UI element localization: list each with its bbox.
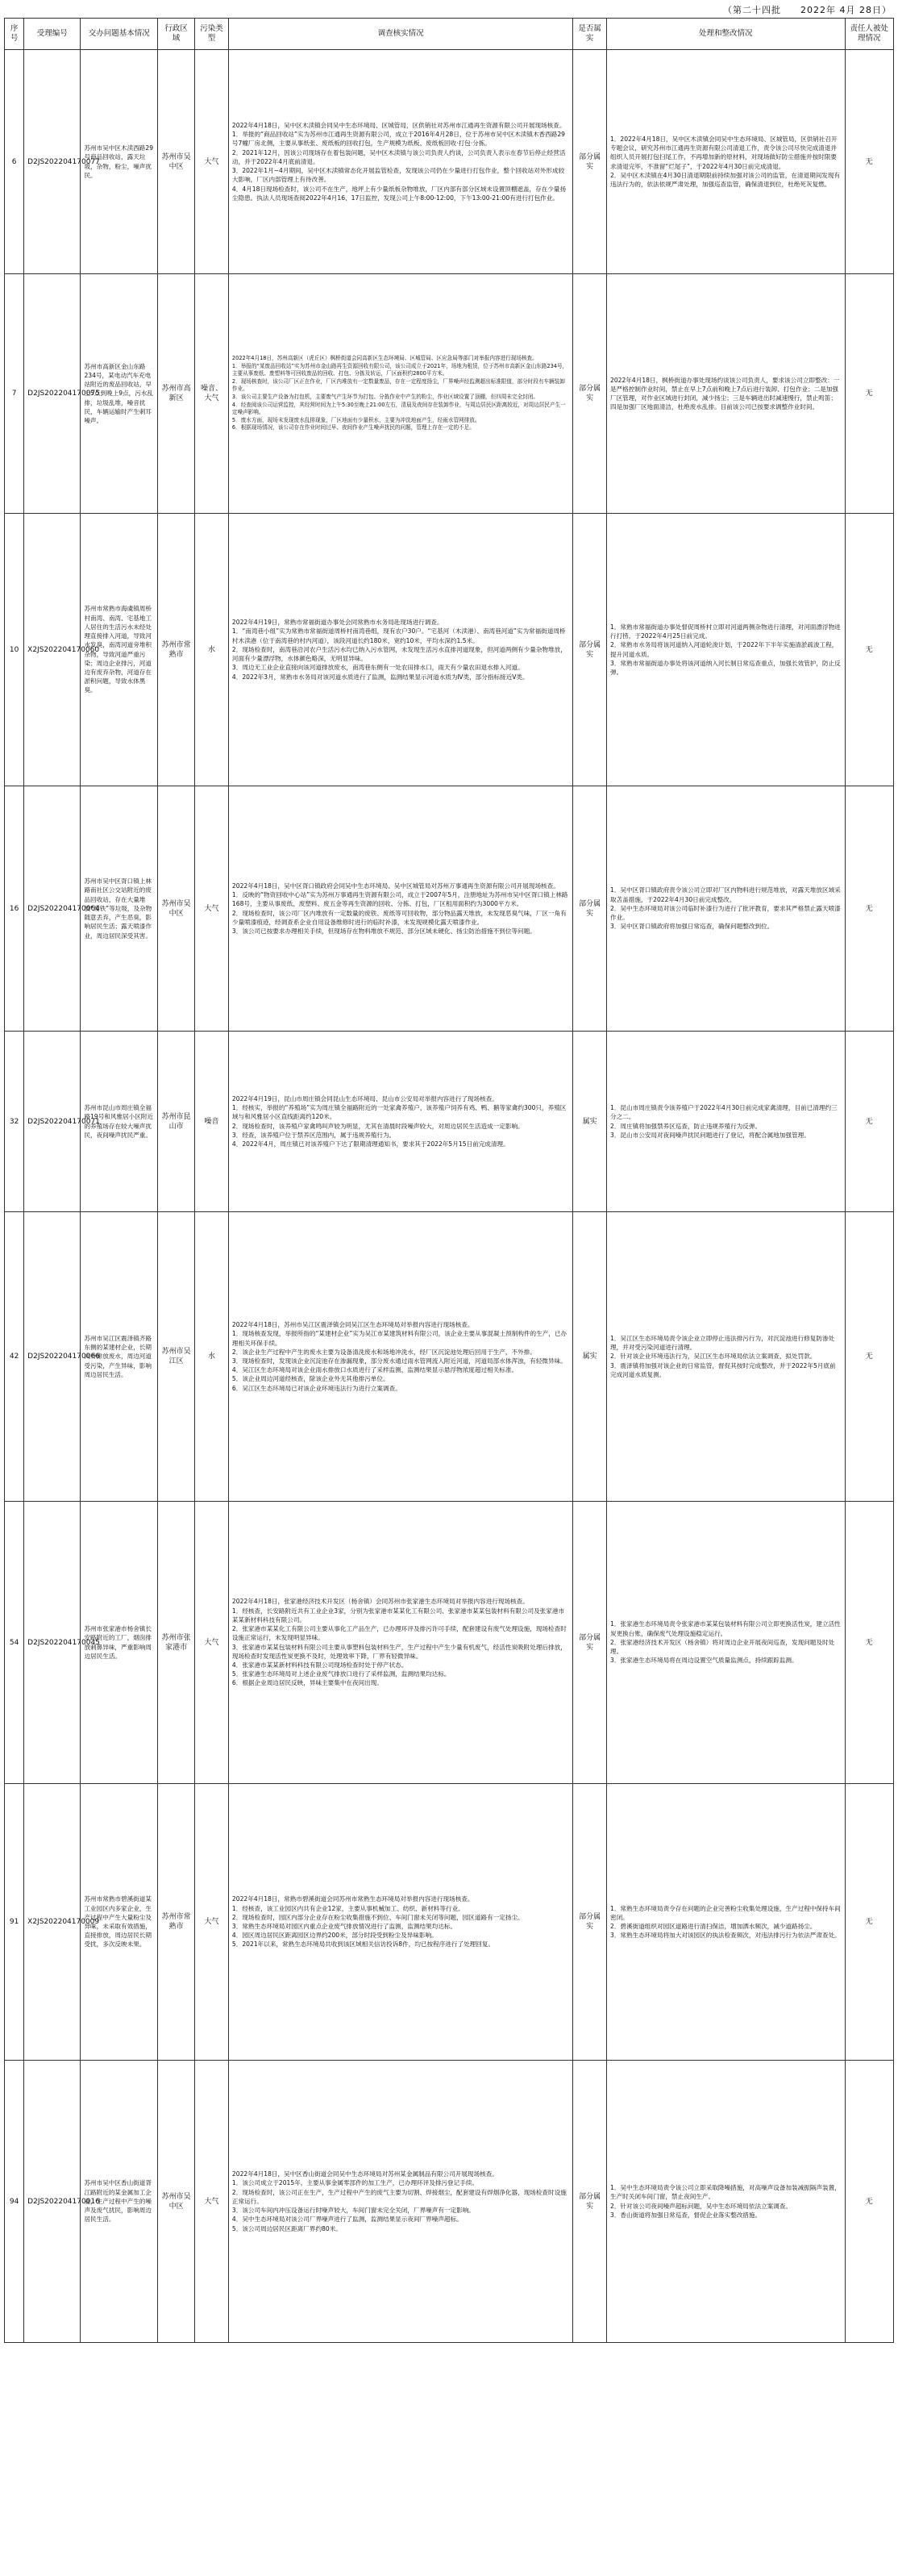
table-row	[5, 2061, 894, 2343]
row-investigation-para: 4．4月18日现场检查时，该公司不在生产，地坪上有少量纸板杂物堆放，厂区内部有部分区域未设置顶棚遮盖，存在少量扬尘隐患。执法人员现场查阅2022年4月16、17日监控，发现公司上午8:00-12:00，下午13:00-21:00有进行打包作业。	[231, 185, 567, 202]
row-investigation-para: 1．经核查，长安路附近共有工业企业3家，分别为张家港市某某化工有限公司、张家港市某某包装材料有限公司及张家港市某某新材料科技有限公司。	[231, 1607, 565, 1624]
row-handling	[606, 2061, 845, 2343]
row-district: 苏州市吴中区	[158, 50, 195, 274]
header-row	[5, 19, 894, 50]
row-pollution: 大气	[195, 2061, 229, 2343]
row-investigation-para: 1．举报的“商品回收站”实为苏州市江通再生资源有限公司，成立于2016年4月28日，位于苏州市吴中区木渎镇木香西路29号7幢厂房北侧，主要从事纸张、废纸板的回收打包，生产规模为纸板、废纸板回收·打包·分拣。	[231, 131, 565, 148]
case-table	[4, 18, 894, 2343]
row-pollution: 噪音、大气	[195, 274, 229, 514]
row-issue: 苏州市吴中区木渎西路29号商品回收站，露天垃圾，杂物，粉尘，噪声扰民。	[81, 50, 158, 274]
row-verdict: 部分属实	[573, 50, 607, 274]
row-handling-para: 2．常熟市水务局将该河道纳入河道轮浚计划，于2022年下半年实施清淤疏浚工程，提升河道水质。	[609, 641, 838, 658]
row-handling-para: 2．碧溪街道组织对园区道路进行清扫保洁，增加洒水频次，减少道路扬尘。	[609, 1923, 817, 1930]
row-seq: 7	[5, 274, 24, 514]
row-investigation-para: 2．现场检查时，园区内部分企业存在粉尘收集措施不到位、车间门窗未关闭等问题，园区道路有一定扬尘。	[231, 1913, 524, 1921]
row-investigation-para: 4．张家港市某某新材料科技有限公司现场检查时处于停产状态。	[231, 1661, 408, 1669]
row-seq: 10	[5, 514, 24, 786]
row-investigation-para: 3．该公司主要生产设备为打包机，主要废气产生环节为打包、分拣作业中产生的粉尘，作业区域设置了顶棚，但四周未完全封闭。	[231, 394, 538, 400]
row-investigation-para: 2．该企业生产过程中产生的废水主要为设备清洗废水和场地冲洗水，经厂区沉淀池处理后回用于生产，不外排。	[231, 1348, 536, 1356]
row-investigation-para: 3．常熟生态环境局对园区内重点企业废气排放情况进行了监测，监测结果均达标。	[231, 1923, 457, 1930]
row-investigation-para: 2022年4月18日，吴中区香山街道会同吴中生态环境局对苏州某金属制品有限公司开展现场核查。	[231, 2170, 498, 2178]
row-investigation-para: 1．反映的“物资回收中心站”实为苏州万事通再生资源有限公司，成立于2007年5月，注册地址为苏州市吴中区胥口镇上林路168号，主要从事废纸、废塑料、废五金等再生资源的回收、分拣、打包，厂区租用面积约为3000平方米。	[231, 891, 568, 908]
row-punishment: 无	[845, 50, 894, 274]
row-seq: 6	[5, 50, 24, 274]
row-handling	[606, 1502, 845, 1784]
row-verdict: 部分属实	[573, 2061, 607, 2343]
row-verdict: 部分属实	[573, 786, 607, 1032]
row-investigation-para: 2022年4月18日，张家港经济技术开发区（杨舍镇）会同苏州市张家港生态环境局对举报内容进行现场核查。	[231, 1598, 529, 1606]
row-case-id: X2JS202204170060	[24, 514, 81, 786]
row-handling-para: 3．常熟生态环境局将加大对该园区的执法检查频次，对违法排污行为依法严肃查处。	[609, 1932, 841, 1940]
row-investigation-para: 1．经核实，举报的“养殖场”实为周庄镇全福路附近的一处家禽养殖户，该养殖户饲养有鸡、鸭、鹅等家禽约300只，养殖区域与和风雅居小区直线距离约120米。	[231, 1104, 567, 1121]
row-investigation-para: 2．现场检查时，该公司厂区内堆放有一定数量的废铁、废纸等可回收物，部分物品露天堆放，未发现恶臭气味，厂区一角有少量喷漆痕迹，经调查系企业自用设备维修时进行的临时补漆，未发现规模化露天喷漆作业。	[231, 909, 567, 926]
row-investigation-para: 4．经查阅该公司运营监控，其经营时间为上午5:30至晚上21:00左右，清晨及夜间存在装卸作业，与周边居民区距离较近，对周边居民产生一定噪声影响。	[231, 401, 566, 416]
row-case-id: D2JS202204170066	[24, 1212, 81, 1502]
row-investigation-para: 5．2021年以来，常熟生态环境局共收到该区域相关信访投诉8件，均已按程序进行了处理回复。	[231, 1940, 495, 1949]
table-row	[5, 514, 894, 786]
row-investigation-para: 2022年4月19日，常熟市常福街道办事处会同常熟市水务局赴现场进行调查。	[231, 619, 443, 627]
row-pollution: 水	[195, 514, 229, 786]
row-investigation-para: 5．该企业周边河道经核查，除该企业外无其他排污单位。	[231, 1375, 389, 1383]
col-investigation: 调查核实情况	[228, 19, 572, 50]
row-investigation	[228, 274, 572, 514]
row-district: 苏州市吴中区	[158, 2061, 195, 2343]
row-handling	[606, 50, 845, 274]
row-punishment: 无	[845, 786, 894, 1032]
row-investigation	[228, 1502, 572, 1784]
row-investigation-para: 6．根据企业周边居民反映，异味主要集中在夜间出现。	[231, 1679, 383, 1687]
row-issue: 苏州市常熟市碧溪街道某工业园区内多家企业，生产过程中产生大量粉尘及异味，未采取有效措施，直接排放，周边居民长期受扰，多次反映未果。	[81, 1784, 158, 2061]
table-row	[5, 1502, 894, 1784]
row-issue: 苏州市吴中区胥口镇上林路南社区公交站附近的废品回收站，存在大量堆放“废铁”等垃圾，及杂物随意丢弃，产生恶臭，影响居民生活；露天喷漆作业，周边居民深受其害。	[81, 786, 158, 1032]
row-handling-para: 1．常熟生态环境局责令存在问题的企业完善粉尘收集处理设施，生产过程中保持车间密闭。	[609, 1904, 841, 1921]
row-investigation-para: 3．张家港市某某包装材料有限公司主要从事塑料包装材料生产，生产过程中产生少量有机废气，经活性炭吸附处理后排放，现场检查时发现活性炭更换不及时，处理效率下降，厂界有轻微异味。	[231, 1643, 567, 1660]
row-investigation-para: 4．2022年4月，周庄镇已对该养殖户下达了限期清理通知书，要求其于2022年5月15日前完成清理。	[231, 1140, 509, 1148]
row-seq: 16	[5, 786, 24, 1032]
row-punishment: 无	[845, 274, 894, 514]
row-handling	[606, 786, 845, 1032]
row-verdict: 属实	[573, 1032, 607, 1212]
col-issue: 交办问题基本情况	[81, 19, 158, 50]
row-pollution: 水	[195, 1212, 229, 1502]
row-investigation-para: 2022年4月19日，昆山市周庄镇会同昆山生态环境局、昆山市公安局对举报内容进行了现场核查。	[231, 1094, 498, 1103]
col-punishment: 责任人被处理情况	[845, 19, 894, 50]
row-investigation-para: 1．现场核查发现，举报所指的“某建材企业”实为吴江市某建筑材料有限公司，该企业主要从事混凝土预制构件的生产，已办理相关环保手续。	[231, 1330, 567, 1347]
row-investigation	[228, 1212, 572, 1502]
col-pollution: 污染类型	[195, 19, 229, 50]
row-case-id: D2JS202204170016	[24, 2061, 81, 2343]
row-district: 苏州市常熟市	[158, 514, 195, 786]
row-investigation-para: 2．张家港市某某化工有限公司主要从事化工产品生产，已办理环评及排污许可手续，配套建设有废气处理设施，现场检查时设施正常运行，未发现明显异味。	[231, 1625, 567, 1642]
row-investigation-para: 4．吴江区生态环境局对该企业雨水排放口水质进行了采样监测，监测结果显示悬浮物浓度超过相关标准。	[231, 1366, 518, 1374]
row-investigation-para: 5．废水方面，现场未发现废水乱排现象，厂区地面有少量积水，主要为冲洗地面产生，经雨水管网排放。	[231, 416, 480, 423]
row-handling	[606, 1212, 845, 1502]
row-district: 苏州市常熟市	[158, 1784, 195, 2061]
row-handling-para: 3．震泽镇将加强对该企业的日常监管，督促其按时完成整改，并于2022年5月底前完成河道水质复测。	[609, 1361, 836, 1378]
row-issue: 苏州市吴江区震泽镇齐路东侧的某建材企业，长期向外排放废水，周边河道受污染，产生异味，影响周边居民生活。	[81, 1212, 158, 1502]
row-handling-para: 3．常熟市常福街道办事处将该河道纳入河长制日常巡查重点，加强长效管护，防止反弹。	[609, 659, 841, 676]
row-handling-para: 3．昆山市公安局对夜间噪声扰民问题进行了登记，将配合属地加强管理。	[609, 1131, 810, 1139]
row-handling-para: 3．吴中区胥口镇政府将加强日常巡查，确保问题整改到位。	[609, 923, 774, 931]
row-investigation-para: 3．周边无工业企业直接向该河道排放废水，南湾巷东侧有一处农田排水口，雨天有少量农田退水排入河道。	[231, 664, 524, 672]
row-handling-para: 1．吴中区胥口镇政府责令该公司立即对厂区内物料进行规范堆放，对露天堆放区域采取苫盖措施，于2022年4月30日前完成整改。	[609, 886, 841, 903]
row-investigation-para: 6．吴江区生态环境局已对该企业环境违法行为进行立案调查。	[231, 1384, 401, 1392]
row-handling	[606, 514, 845, 786]
row-district: 苏州市吴江区	[158, 1212, 195, 1502]
row-handling-para: 1．张家港生态环境局责令张家港市某某包装材料有限公司立即更换活性炭，建立活性炭更换台账，确保废气处理设施稳定运行。	[609, 1620, 841, 1637]
row-investigation-para: 5．该公司周边居民区距离厂界约80米。	[231, 2224, 342, 2232]
table-row	[5, 274, 894, 514]
row-pollution: 噪音	[195, 1032, 229, 1212]
row-investigation-para: 4．吴中生态环境局对该公司厂界噪声进行了监测，监测结果显示夜间厂界噪声超标。	[231, 2215, 463, 2224]
row-case-id: D2JS202204170075	[24, 274, 81, 514]
row-investigation-para: 3．2022年1月~4月期间，吴中区木渎镇常态化开展监管检查，发现该公司仍在少量进行打包作业，整个回收站对外形成较大影响，厂区内部管理上有待改善。	[231, 167, 565, 184]
row-handling-para: 2．吴中区木渎镇在4月30日清退期限前持续加强对该公司的监管，在清退期间发现有违法行为的，依法依规严肃处理，加强巡查监管，确保清退到位，杜绝死灰复燃。	[609, 171, 841, 188]
col-seq: 序号	[5, 19, 24, 50]
row-investigation-para: 2．现场核查时，该公司厂区正在作业，厂区内堆放有一定数量废品，存在一定程度扬尘，厂界噪声经监测超出标准限值，部分时段有车辆装卸作业。	[231, 377, 565, 393]
row-verdict: 属实	[573, 1212, 607, 1502]
row-handling-para: 1．吴中生态环境局责令该公司立即采取降噪措施，对高噪声设备加装减振隔声装置，生产时关闭车间门窗，禁止夜间生产。	[609, 2184, 841, 2201]
col-verdict: 是否属实	[573, 19, 607, 50]
row-investigation	[228, 50, 572, 274]
row-case-id: D2JS202204170071	[24, 1032, 81, 1212]
row-investigation-para: 2．现场检查时，该公司正在生产，生产过程中产生的废气主要为切割、焊接烟尘，配套建设有焊烟净化器，现场检查时设施正常运行。	[231, 2188, 567, 2205]
row-investigation-para: 3．该公司已按要求办理相关手续，但现场存在物料堆放不规范、部分区域未硬化、扬尘防治措施不到位等问题。	[231, 927, 536, 935]
row-investigation-para: 1．“南湾巷小组”实为常熟市常福街道周桥村南湾巷组，现有农户30户。“宅基河（木渎港）、南湾巷河道”实为常福街道周桥村木渎港（位于南湾巷的村内河道），该段河道长约180米，宽约10米，平均水深约1.5米。	[231, 627, 566, 644]
row-punishment: 无	[845, 514, 894, 786]
row-punishment: 无	[845, 1032, 894, 1212]
row-seq: 42	[5, 1212, 24, 1502]
row-investigation-para: 2．现场检查时，南湾巷沿河农户生活污水均已纳入污水管网，未发现生活污水直排河道现象，但河道两侧有少量杂物堆放，河面有少量漂浮物，水体颜色略深，无明显异味。	[231, 645, 567, 663]
row-issue: 苏州市张家港市杨舍镇长安路附近的工厂，烟囱排放刺鼻异味，严重影响周边居民生活。	[81, 1502, 158, 1784]
row-seq: 54	[5, 1502, 24, 1784]
row-seq: 32	[5, 1032, 24, 1212]
row-handling-para: 2．吴中生态环境局对该公司临时补漆行为进行了批评教育，要求其严格禁止露天喷漆作业。	[609, 904, 841, 922]
row-issue: 苏州市高新区金山东路234号，某电动汽车充电站附近的废品回收站，早上5点到晚上9点，污水乱排，垃圾乱堆，噪音扰民，车辆运输时产生刺耳噪声。	[81, 274, 158, 514]
row-handling-para: 3．香山街道将加强日常巡查，督促企业落实整改措施。	[609, 2211, 762, 2219]
row-handling-para: 2．针对该企业环境违法行为，吴江区生态环境局依法立案调查，拟处罚款。	[609, 1353, 817, 1361]
row-district: 苏州市昆山市	[158, 1032, 195, 1212]
row-investigation-para: 2022年4月18日，常熟市碧溪街道会同苏州市常熟生态环境局对举报内容进行现场核查。	[231, 1895, 474, 1903]
table-row	[5, 1032, 894, 1212]
row-punishment: 无	[845, 1502, 894, 1784]
row-investigation-para: 2022年4月18日，苏州市吴江区震泽镇会同吴江区生态环境局对举报内容进行现场核查。	[231, 1321, 474, 1329]
row-investigation-para: 3．该公司车间内冲压设备运行时噪声较大，车间门窗未完全关闭，厂界噪声有一定影响。	[231, 2207, 475, 2215]
row-pollution: 大气	[195, 786, 229, 1032]
row-investigation	[228, 1032, 572, 1212]
col-id: 受理编号	[24, 19, 81, 50]
row-investigation-para: 2．现场检查时，该养殖户家禽鸣叫声较为明显，尤其在清晨时段噪声较大，对周边居民生活造成一定影响。	[231, 1122, 524, 1130]
row-investigation-para: 4．园区周边居民区距离园区边界约200米，部分时段受到粉尘及异味影响。	[231, 1932, 438, 1940]
row-issue: 苏州市常熟市海虞镇周桥村南湾、南湾、宅基地工人居住的生活污水未经处理直接排入河道，导致河水发臭，南湾河道旁堆积杂物，导致河道严重污染；周边企业排污，河道边有废弃杂物，河道存在淤积问题，导致水体黑臭。	[81, 514, 158, 786]
row-investigation-para: 2022年4月18日，苏州高新区（虎丘区）枫桥街道会同高新区生态环境局、区城管局、区应急局等部门对举报内容进行现场核查。	[231, 355, 538, 362]
row-investigation	[228, 1784, 572, 2061]
row-investigation-para: 1．该公司成立于2015年，主要从事金属零部件的加工生产，已办理环评及排污登记手续。	[231, 2179, 479, 2187]
row-handling	[606, 1032, 845, 1212]
row-case-id: D2JS202204170045	[24, 1502, 81, 1784]
row-handling-para: 2．针对该公司夜间噪声超标问题，吴中生态环境局依法立案调查。	[609, 2202, 792, 2210]
row-pollution: 大气	[195, 50, 229, 274]
col-handling: 处理和整改情况	[606, 19, 845, 50]
row-handling	[606, 274, 845, 514]
row-punishment: 无	[845, 1212, 894, 1502]
row-investigation-para: 4．2022年3月，常熟市水务局对该河道水质进行了监测，监测结果显示河道水质为Ⅳ类，部分指标接近Ⅴ类。	[231, 673, 529, 681]
row-case-id: D2JS202204170077	[24, 50, 81, 274]
row-investigation-para: 5．张家港生态环境局对上述企业废气排放口进行了采样监测，监测结果均达标。	[231, 1670, 451, 1678]
table-row	[5, 50, 894, 274]
row-handling-para: 2022年4月18日，枫桥街道办事处现场约谈该公司负责人，要求该公司立即整改：一是严格控制作业时间，禁止在早上7点前和晚上7点后进行装卸、打包作业；二是加强厂区管理，对作业区域进行封闭，减少扬尘；三是车辆进出时减速慢行，禁止鸣笛；四是加强厂区地面清洁，杜绝废水乱排。目前该公司已按要求调整作业时间。	[609, 376, 840, 411]
table-row	[5, 1784, 894, 2061]
table-row	[5, 1212, 894, 1502]
row-verdict: 部分属实	[573, 1784, 607, 2061]
row-investigation	[228, 2061, 572, 2343]
row-investigation-para: 2．2021年12月，因该公司现场存在着包装问题，吴中区木渎镇与该公司负责人约谈，公司负责人表示在春节后停止经营活动，并于2022年4月底前清退。	[231, 148, 566, 165]
row-verdict: 部分属实	[573, 514, 607, 786]
row-handling-para: 1．常熟市常福街道办事处督促周桥村立即对河道两侧杂物进行清理，对河面漂浮物进行打捞，于2022年4月25日前完成。	[609, 623, 841, 640]
row-handling	[606, 1784, 845, 2061]
row-case-id: X2JS202204170009	[24, 1784, 81, 2061]
row-verdict: 部分属实	[573, 1502, 607, 1784]
batch-note: （第二十四批 2022年 4月 28日）	[723, 5, 892, 15]
row-issue: 苏州市吴中区香山街道胥江路附近的某金属加工企业，生产过程中产生的噪声及废气扰民，影响周边居民生活。	[81, 2061, 158, 2343]
row-investigation	[228, 786, 572, 1032]
row-punishment: 无	[845, 1784, 894, 2061]
row-seq: 91	[5, 1784, 24, 2061]
row-verdict: 部分属实	[573, 274, 607, 514]
row-handling-para: 1．昆山市周庄镇责令该养殖户于2022年4月30日前完成家禽清理，目前已清理约三分之二。	[609, 1104, 838, 1121]
row-district: 苏州市高新区	[158, 274, 195, 514]
row-issue: 苏州市昆山市周庄镇全福路19号和风雅居小区附近的养殖场存在较大噪声扰民，夜间噪声扰民严重。	[81, 1032, 158, 1212]
table-row	[5, 786, 894, 1032]
row-investigation-para: 1．经核查，该工业园区内共有企业12家，主要从事机械加工、纺织、新材料等行业。	[231, 1904, 464, 1912]
row-district: 苏州市张家港市	[158, 1502, 195, 1784]
row-district: 苏州市吴中区	[158, 786, 195, 1032]
row-handling-para: 3．张家港生态环境局将在周边设置空气质量监测点，持续跟踪监测。	[609, 1657, 798, 1665]
row-investigation-para: 6．根据现场情况，该公司存在作业时间过早、夜间作业产生噪声扰民的问题，管理上存在一定的不足。	[231, 424, 475, 431]
row-handling-para: 2．张家港经济技术开发区（杨舍镇）将对周边企业开展夜间巡查，发现问题及时处理。	[609, 1638, 835, 1656]
row-handling-para: 2．周庄镇将加强禁养区巡查，防止违规养殖行为反弹。	[609, 1122, 762, 1130]
row-punishment: 无	[845, 2061, 894, 2343]
row-pollution: 大气	[195, 1784, 229, 2061]
row-pollution: 大气	[195, 1502, 229, 1784]
row-handling-para: 1．2022年4月18日，吴中区木渎镇会同吴中生态环境局、区城管局，区供销社召开专题会议，研究苏州市江通再生资源有限公司清退工作，责令该公司尽快完成清退并组织人员开展打包扫尾工作，不再增加新的原材料，对现场做好防尘措施并按时限要求清退完毕，不准留“烂尾子”，于2022年4月30日前完成清退。	[609, 135, 838, 170]
col-district: 行政区域	[158, 19, 195, 50]
row-investigation-para: 3．现场检查时，发现该企业沉淀池存在渗漏现象，部分废水通过雨水管网流入附近河道，河道局部水体浑浊，有轻微异味。	[231, 1357, 567, 1365]
row-investigation-para: 2022年4月18日，吴中区胥口镇政府会同吴中生态环境局、吴中区城管局对苏州万事通再生资源有限公司开展现场核查。	[231, 882, 559, 890]
row-investigation-para: 2022年4月18日，吴中区木渎镇会同吴中生态环境局、区城管局，区供销社对苏州市江通再生资源有限公司开展现场核查。	[231, 122, 566, 130]
row-investigation	[228, 514, 572, 786]
row-case-id: D2JS202204170064	[24, 786, 81, 1032]
row-investigation-para: 1．举报的“某废品回收站”实为苏州市金山路再生资源回收有限公司，该公司成立于2021年，场地为租赁，位于苏州市高新区金山东路234号，主要从事废纸、废塑料等可回收废品的回收、打包、分拣及转运，厂区面积约2800平方米。	[231, 362, 568, 377]
row-investigation-para: 3．经查，该养殖户位于禁养区范围内，属于违规养殖行为。	[231, 1131, 396, 1139]
row-handling-para: 1．吴江区生态环境局责令该企业立即停止违法排污行为，对沉淀池进行修复防渗处理，并对受污染河道进行清理。	[609, 1334, 835, 1352]
row-seq: 94	[5, 2061, 24, 2343]
batch-header	[0, 0, 898, 18]
